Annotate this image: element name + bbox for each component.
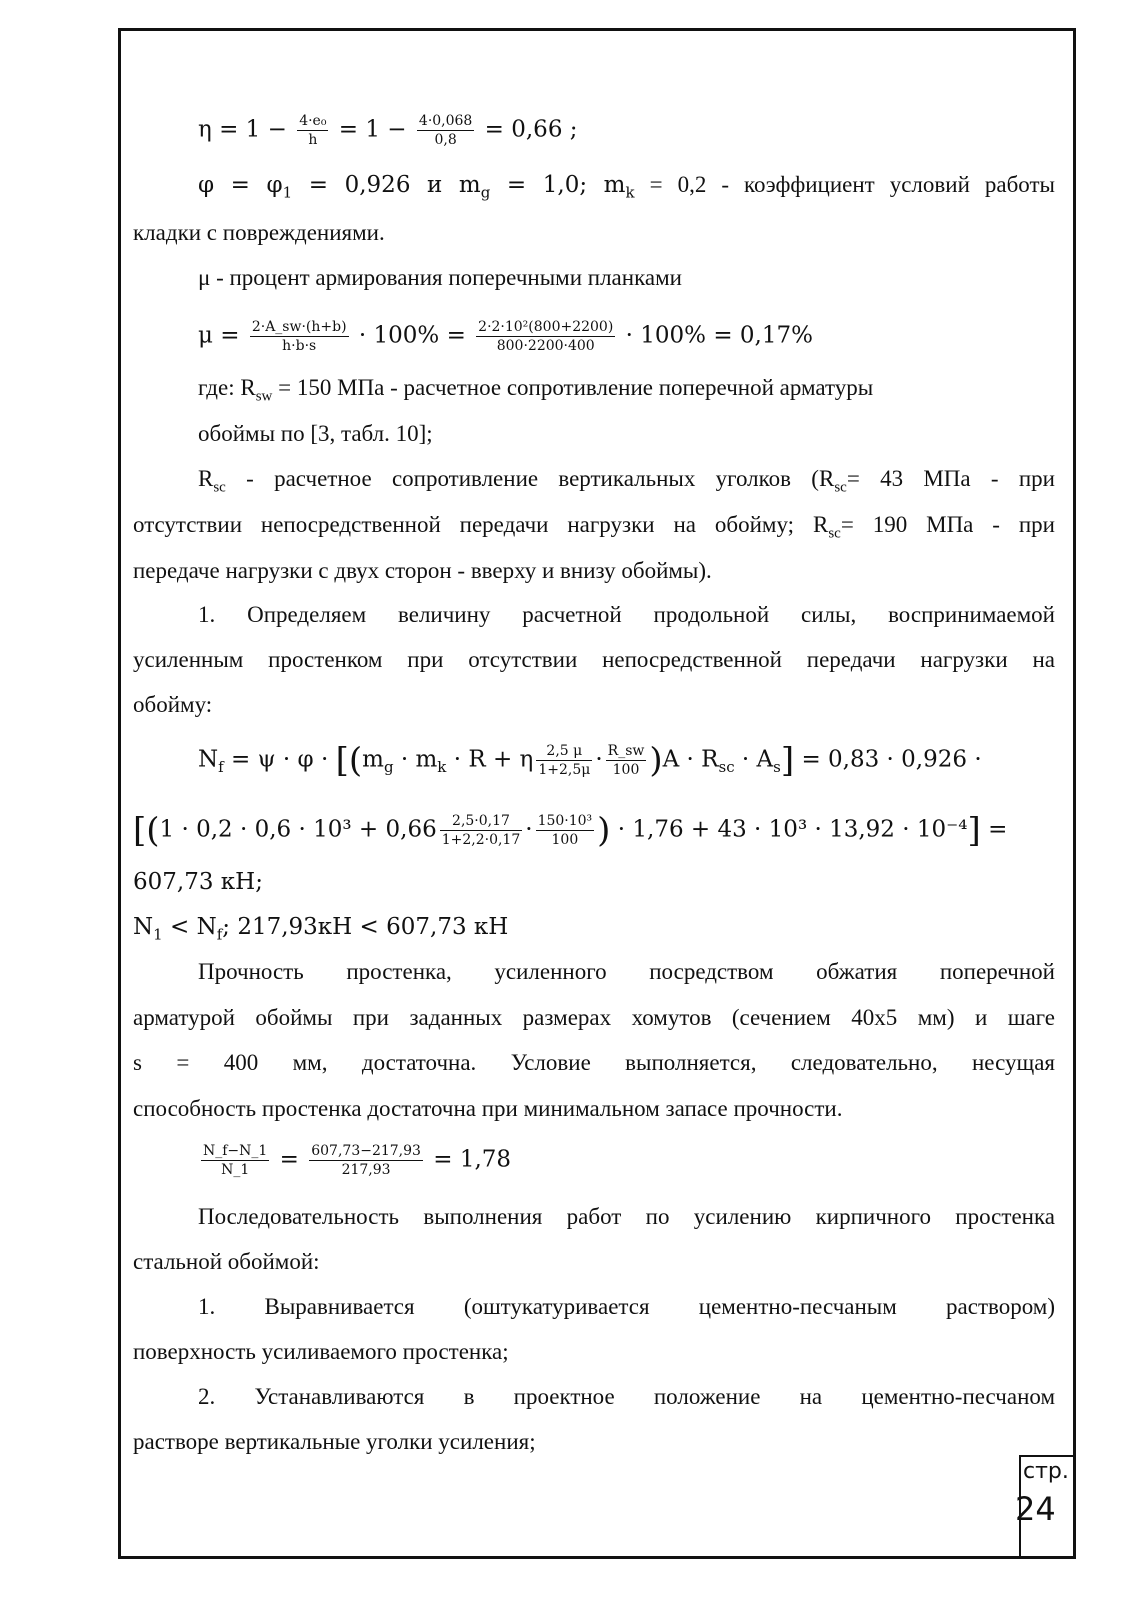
text-rsc-line2: отсутствии непосредственной передачи нагрузки на обойму; $R_{sc}= 190$ МПа - при [133, 512, 1055, 542]
formula-mu: μ = $\frac{2\cdot A\_sw\cdot(h+b)}{h\cdot b\cdot s}$ · 100% = $\frac{\text{2·2·10²(800+2200)}}{800\cdot 2200\cdot 400}$ · 100% = 0,17% [198, 319, 813, 354]
text-step2-line2: растворе вертикальные уголки усиления; [133, 1429, 536, 1454]
text-p1-line1: 1. Определяем величину расчетной продольной силы, воспринимаемой [198, 602, 1055, 627]
text-rsc-line3: передаче нагрузки с двух сторон - вверху и внизу обоймы). [133, 558, 712, 583]
text-p2-line2: арматурой обоймы при заданных размерах хомутов (сечением 40х5 мм) и шаге [133, 1005, 1055, 1030]
text-step1-line1: 1. Выравнивается (оштукатуривается цементно-песчаным раствором) [198, 1294, 1055, 1319]
text-step1-line2: поверхность усиливаемого простенка; [133, 1339, 509, 1364]
text-rsw-line1: где: $R_{sw} = 150$ МПа - расчетное сопротивление поперечной арматуры [198, 375, 874, 405]
text-p2-line3: s = 400 мм, достаточна. Условие выполняется, следовательно, несущая [133, 1050, 1055, 1075]
formula-nf-line2: [(1 · 0,2 · 0,6 · 10³ + 0,66 $\frac{2,5\cdot 0,17}{1+2,2\cdot 0,17}$ · $\frac{\text{150·10³}}{100}$ ) · 1,76 + 43 · 10³ · 13,92 · 10⁻⁴] = [133, 810, 1008, 851]
page-frame [118, 28, 1076, 1559]
text-step2-line1: 2. Устанавливаются в проектное положение на цементно-песчаном [198, 1384, 1055, 1409]
text-p2-line1: Прочность простенка, усиленного посредством обжатия поперечной [198, 959, 1055, 984]
formula-nf-result: 607,73 кН; [133, 869, 263, 895]
formula-nf-line1: $N_f = \psi \cdot \varphi \cdot [(m_g \cdot m_k \cdot R + \eta$ $\frac{2,5 \mu}{1+2,5\mu}$ · $\frac{R\_sw}{100}$ )$A \cdot R_{sc} \cdot A_s] = 0,83 \cdot 0,926$ · [198, 740, 982, 781]
text-kladki: кладки с повреждениями. [133, 220, 385, 245]
page-label: стр. [1023, 1459, 1069, 1484]
text-p1-line3: обойму: [133, 692, 213, 717]
formula-eta: η = 1 − $\frac{\text{4·e₀}}{h}$ = 1 − $\frac{4\cdot 0,068}{0,8}$ = 0,66 ; [198, 113, 578, 148]
formula-phi: $\varphi = \varphi_1 = 0,926$ и $m_g = 1,0$; $m_k = 0,2$ - коэффициент условий работы [198, 172, 1056, 202]
text-p3-line2: стальной обоймой: [133, 1249, 320, 1274]
text-p2-line4: способность простенка достаточна при минимальном запасе прочности. [133, 1096, 843, 1121]
formula-ratio: $\frac{N\_f-N\_1}{N\_1}$ = $\frac{607,73-217,93}{217,93}$ = 1,78 [203, 1143, 512, 1178]
text-mu-desc: μ - процент армирования поперечными планками [198, 265, 682, 290]
text-p1-line2: усиленным простенком при отсутствии непосредственной передачи нагрузки на [133, 647, 1055, 672]
text-rsw-line2: обоймы по [3, табл. 10]; [198, 421, 433, 446]
text-p3-line1: Последовательность выполнения работ по усилению кирпичного простенка [198, 1204, 1055, 1229]
page-number-stamp [1015, 1455, 1076, 1559]
formula-compare: $N_1 < N_f$; 217,93кН < 607,73 кН [133, 914, 509, 944]
page-number: 24 [1015, 1490, 1056, 1528]
text-rsc-line1: $R_{sc}$ - расчетное сопротивление вертикальных уголков ($R_{sc}= 43$ МПа - при [198, 466, 1055, 496]
